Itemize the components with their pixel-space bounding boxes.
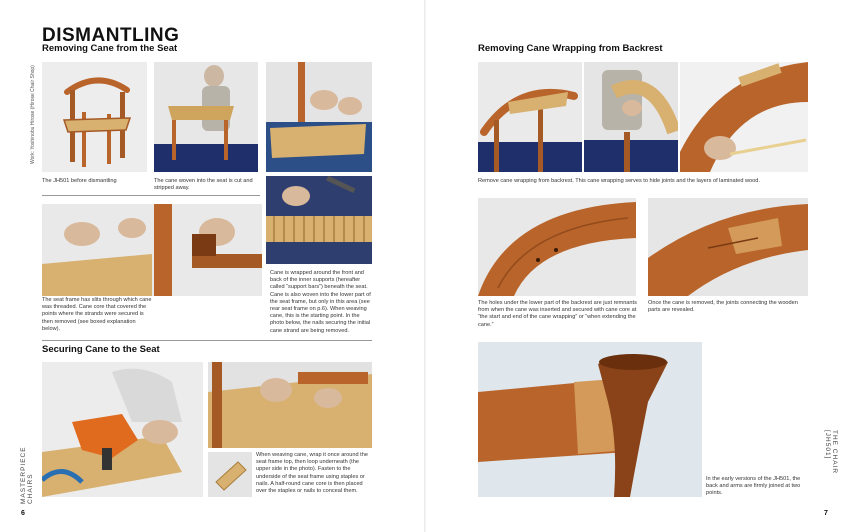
caption-seat-frame: The seat frame has slits through which cane was threaded. Cane core that covered the points where the strands were secured is then removed (see boxed explanation below). xyxy=(42,297,152,332)
photo-unwrapping-cane xyxy=(584,62,678,172)
caption-early-versions: In the early versions of the JH501, the back and arms are firmly joined at two points. xyxy=(706,476,801,497)
page-title: DISMANTLING xyxy=(42,25,180,46)
section-heading-remove-backrest: Removing Cane Wrapping from Backrest xyxy=(478,43,663,54)
photo-backrest-holes xyxy=(478,198,636,296)
right-running-head: THE CHAIR [JH501] xyxy=(824,430,838,475)
photo-staple-gun xyxy=(42,362,203,497)
caption-wrapped: Cane is wrapped around the front and back of the inner supports (hereafter called “support bars”) beneath the seat. Cane is also woven into the lower part of the seat frame, but only in this area (see rear seat frame on p.6). When weaving cane, this is the starting point. In the photo below, the nails securing the initial cane strand are being removed. xyxy=(270,270,371,334)
caption-securing: When weaving cane, wrap it once around the seat frame top, then loop underneath (the upper side in the photo). Fasten to the underside of the seat frame using staples or nails. A half-round cane core is then placed over the staples or nails to conceal them. xyxy=(256,452,368,495)
caption-holes: The holes under the lower part of the backrest are just remnants from when the cane was inserted and secured with cane core at “the start and end of the cane wrapping” or “when extending the cane.” xyxy=(478,300,637,328)
section-heading-securing-cane: Securing Cane to the Seat xyxy=(42,344,160,355)
photo-jh501-chair xyxy=(42,62,147,172)
page-gutter xyxy=(424,0,426,532)
photo-credit: Work: Yoshinobu Hirose (Hirose Chair Shop) xyxy=(30,65,36,164)
photo-early-jh501-joint xyxy=(478,342,702,497)
photo-seat-frame-slits xyxy=(42,204,262,296)
photo-cutting-cane xyxy=(154,62,258,172)
photo-support-bars xyxy=(266,176,372,264)
section-heading-remove-cane-seat: Removing Cane from the Seat xyxy=(42,43,178,54)
section-divider xyxy=(42,340,372,341)
photo-backrest-closeup xyxy=(680,62,808,172)
left-running-head: MASTERPIECE CHAIRS xyxy=(20,446,34,504)
caption-remove-wrapping: Remove cane wrapping from backrest. This cane wrapping serves to hide joints and the layers of laminated wood. xyxy=(478,178,760,184)
photo-weaving-frame xyxy=(208,362,372,448)
caption-cane-cut: The cane woven into the seat is cut and stripped away. xyxy=(154,178,253,192)
photo-stripping-cane xyxy=(266,62,372,172)
page-number-right: 7 xyxy=(824,510,828,517)
page-number-left: 6 xyxy=(21,510,25,517)
caption-joints: Once the cane is removed, the joints connecting the wooden parts are revealed. xyxy=(648,300,798,314)
photo-revealed-joints xyxy=(648,198,808,296)
photo-backrest-chair xyxy=(478,62,582,172)
photo-cane-core-inset xyxy=(208,452,252,497)
divider-rule xyxy=(42,195,260,196)
caption-jh501: The JH501 before dismantling xyxy=(42,178,117,184)
